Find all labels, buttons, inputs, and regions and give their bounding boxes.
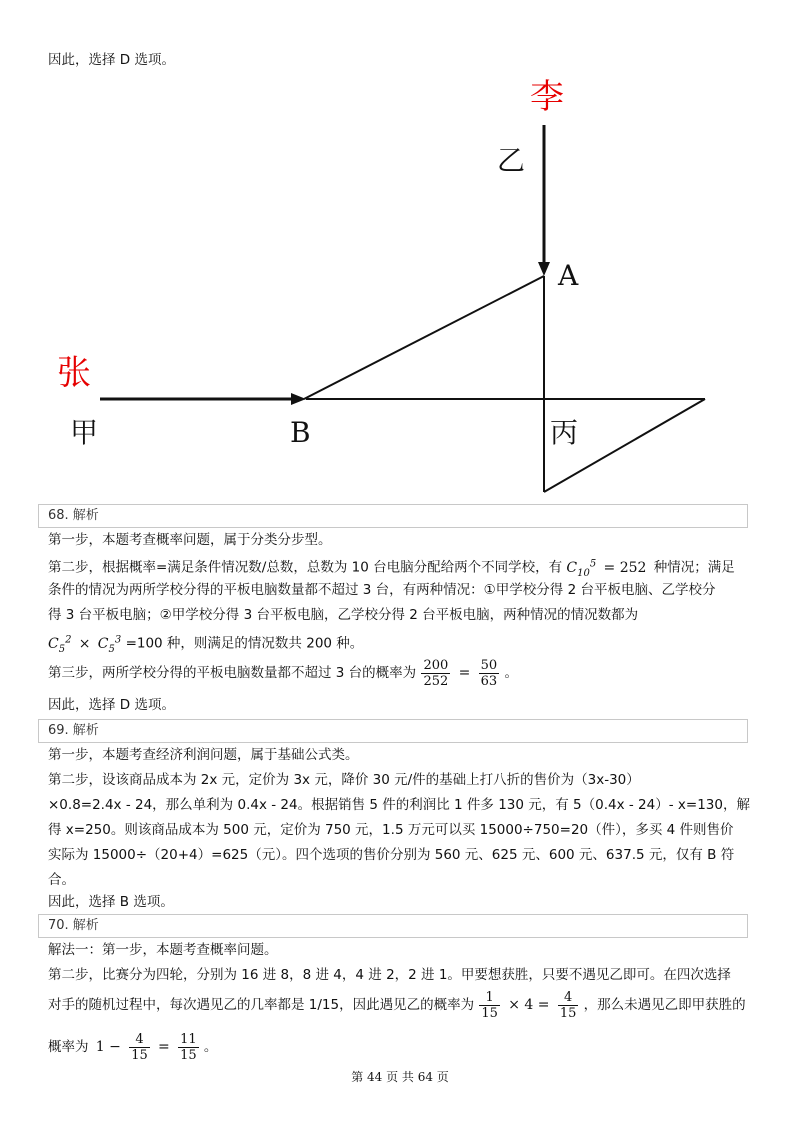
q70-step2-text-c: ，那么未遇见乙即甲获胜的 [583, 997, 746, 1013]
q70-step2-line1: 第二步，比赛分为四轮，分别为 16 进 8，8 进 4，4 进 2，2 进 1。甲要想获胜，只要不遇见乙即可。在四次选择 [48, 967, 731, 983]
equals-sign: = [458, 665, 471, 681]
c5b-sup: 3 [114, 634, 122, 645]
f4-num: 11 [180, 1031, 197, 1047]
fraction-1-15 [479, 990, 500, 1021]
q68-conclusion: 因此，选择 D 选项。 [48, 697, 175, 713]
intro-conclusion: 因此，选择 D 选项。 [48, 52, 175, 68]
q68-step2-text-e: =100 种，则满足的情况数共 200 种。 [125, 635, 364, 652]
c5b-sub: 5 [108, 643, 115, 655]
q68-step2-line2: 条件的情况为两所学校分得的平板电脑数量都不超过 3 台，有两种情况：①甲学校分得 2 台平板电脑、乙学校分 [48, 582, 716, 598]
q70-step2-text-e: 。 [203, 1039, 218, 1055]
q68-step2-text-b: 种情况；满足 [653, 559, 735, 576]
label-zhang: 张 [57, 353, 91, 393]
q69-step2-line1: 第二步，设该商品成本为 2x 元，定价为 3x 元，降价 30 元/件的基础上打八折的售价为（3x-30） [48, 772, 640, 788]
fraction-11-15 [178, 1032, 199, 1063]
f3-den: 15 [131, 1047, 148, 1063]
arrow-at-a [538, 262, 550, 276]
label-yi: 乙 [497, 144, 526, 177]
q70-step1: 解法一：第一步，本题考查概率问题。 [48, 942, 278, 958]
c10-sub: 10 [577, 567, 590, 579]
q69-header: 69. 解析 [38, 719, 748, 743]
fraction-4-15-b [129, 1032, 150, 1063]
label-li: 李 [530, 77, 564, 117]
q68-step1: 第一步，本题考查概率问题，属于分类分步型。 [48, 532, 332, 548]
q68-step2-text-a: 第二步，根据概率=满足条件情况数/总数，总数为 10 台电脑分配给两个不同学校，有 [48, 559, 563, 576]
route-b-to-a [304, 276, 544, 399]
q69-step2-line3: 得 x=250。则该商品成本为 500 元，定价为 750 元，1.5 万元可以买 15000÷750=20（件），多买 4 件则售价 [48, 822, 734, 838]
c5a-sup: 2 [65, 634, 72, 645]
frac2-num: 50 [480, 657, 498, 673]
q68-step2-line3: 得 3 台平板电脑；②甲学校分得 3 台平板电脑，乙学校分得 2 台平板电脑，两种情况的情况数都为 [48, 607, 639, 623]
q70-step2-text-d: 概率为 [48, 1039, 89, 1055]
route-diagram [0, 0, 800, 500]
q68-header: 68. 解析 [38, 504, 748, 528]
q68-step3-text-b: 。 [504, 665, 518, 681]
q69-step2-line5: 合。 [48, 872, 75, 888]
q68-step3 [48, 657, 518, 689]
f4-den: 15 [180, 1047, 197, 1063]
q69-step2-line2: ×0.8=2.4x - 24，那么单利为 0.4x - 24。根据销售 5 件的利润比 1 件多 130 元，有 5（0.4x - 24）- x=130，解 [48, 797, 750, 813]
q70-step2-text-b: 对手的随机过程中，每次遇见乙的几率都是 1/15，因此遇见乙的概率为 [48, 997, 475, 1013]
frac2-den: 63 [480, 673, 498, 689]
f2-den: 15 [559, 1005, 577, 1021]
combination-c5-3: $C_5^3$ [97, 634, 122, 655]
f1-num: 1 [479, 990, 500, 1006]
label-a: A [558, 259, 579, 292]
fraction-4-15 [558, 990, 579, 1021]
page-footer: 第 44 页 共 64 页 [351, 1070, 449, 1084]
c10-sup: 5 [589, 558, 597, 569]
label-b: B [290, 416, 311, 449]
q68-step2-line4 [48, 630, 363, 659]
frac1-den: 252 [423, 673, 449, 689]
equals-sign-2: = [158, 1039, 170, 1055]
q70-step2-line2 [48, 988, 746, 1022]
times-four: × 4 = [508, 997, 550, 1013]
q69-step2-line4: 实际为 15000÷（20+4）=625（元）。四个选项的售价分别为 560 元、625 元、600 元、637.5 元，仅有 B 符 [48, 847, 735, 863]
combination-c5-2: $C_5^2$ [48, 634, 72, 655]
frac1-num: 200 [423, 657, 449, 673]
q70-step2-line3 [48, 1030, 217, 1064]
q69-step1: 第一步，本题考查经济利润问题，属于基础公式类。 [48, 747, 359, 763]
q70-header: 70. 解析 [38, 914, 748, 938]
c5a-sub: 5 [58, 643, 66, 655]
one-minus: 1 − [95, 1039, 121, 1055]
c10-equals: = 252 [603, 559, 647, 576]
f2-num: 4 [558, 990, 579, 1006]
label-bing: 丙 [550, 416, 579, 449]
f1-den: 15 [481, 1005, 498, 1021]
f3-num: 4 [129, 1032, 150, 1048]
q69-conclusion: 因此，选择 B 选项。 [48, 894, 174, 910]
times-sign: × [78, 635, 91, 652]
label-jia: 甲 [70, 416, 99, 449]
fraction-200-252 [421, 658, 450, 689]
fraction-50-63 [479, 658, 500, 689]
arrow-at-b [291, 393, 306, 405]
combination-c10-5: $C_{10}^5$ [566, 558, 597, 579]
q68-step3-text-a: 第三步，两所学校分得的平板电脑数量都不超过 3 台的概率为 [48, 665, 417, 681]
